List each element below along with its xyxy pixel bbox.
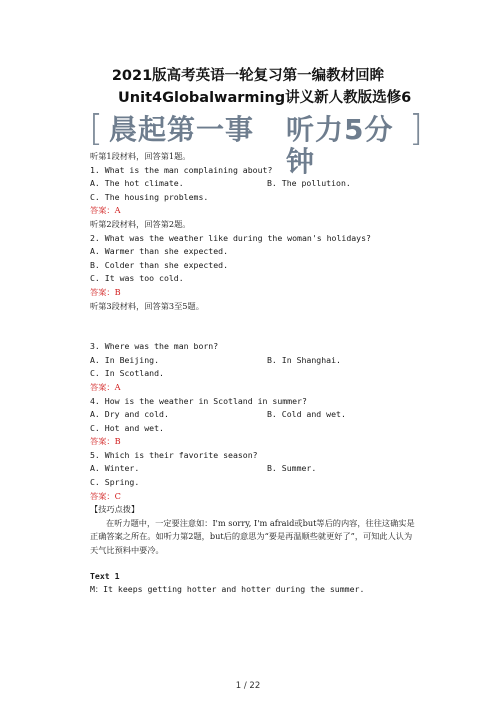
option: C. Hot and wet. [90,422,164,433]
option: B. In Shanghai. [267,354,341,365]
listening-section [90,150,420,597]
banner-text-right: 听力5分钟 [286,113,394,178]
option-row [90,354,420,368]
option: A. Winter. [90,463,140,474]
option-row [90,177,420,191]
option: A. Warmer than she expected. [90,246,229,257]
left-bracket-icon: [ [89,108,104,149]
text-heading: Text 1 [90,570,120,581]
question: 1. What is the man complaining about? [90,164,273,175]
dialogue-line: M：It keeps getting hotter and hotter during the summer. [90,584,365,595]
question: 3. Where was the man born? [90,341,219,352]
question: 4. How is the weather in Scotland in summer? [90,395,307,406]
spacer [90,558,420,570]
option: C. It was too cold. [90,273,184,284]
option: C. Spring. [90,477,140,488]
option: C. The housing problems. [90,191,209,202]
option-row [90,408,420,422]
option-row [90,462,420,476]
doc-title-line2: Unit4Globalwarming讲义新人教版选修6 [118,90,412,106]
spacer [90,313,420,340]
answer: 答案：A [90,205,121,216]
option: B. Cold and wet. [267,409,346,420]
option: A. In Beijing. [90,354,160,365]
page-number: 1 / 22 [235,681,261,691]
instruction: 听第2段材料，回答第2题。 [90,218,191,229]
option: A. The hot climate. [90,178,184,189]
option: C. In Scotland. [90,368,164,379]
right-bracket-icon: ] [408,108,423,149]
answer: 答案：B [90,436,121,447]
question: 5. Which is their favorite season? [90,449,258,460]
option: A. Dry and cold. [90,409,169,420]
question: 2. What was the weather like during the woman's holidays? [90,232,371,243]
doc-title-line1: 2021版高考英语一轮复习第一编教材回眸 [111,68,385,84]
answer: 答案：B [90,286,121,297]
tip-heading: 【技巧点拨】 [90,504,140,515]
answer: 答案：A [90,381,121,392]
instruction: 听第3段材料，回答第3至5题。 [90,300,204,311]
tip-paragraph: 在听力题中，一定要注意如：I'm sorry, I'm afraid或but等后的内容，往往这确实是正确答案之所在。如听力第2题，but后的意思为“要是再温顺些就更好了”，可知此人认为天气比预料中要冷。 [90,517,415,556]
answer: 答案：C [90,490,121,501]
banner-text-left: 晨起第一事 [109,113,255,146]
instruction: 听第1段材料，回答第1题。 [90,151,191,161]
option: B. Colder than she expected. [90,259,229,270]
option: B. Summer. [267,463,317,474]
option: B. The pollution. [267,178,351,189]
